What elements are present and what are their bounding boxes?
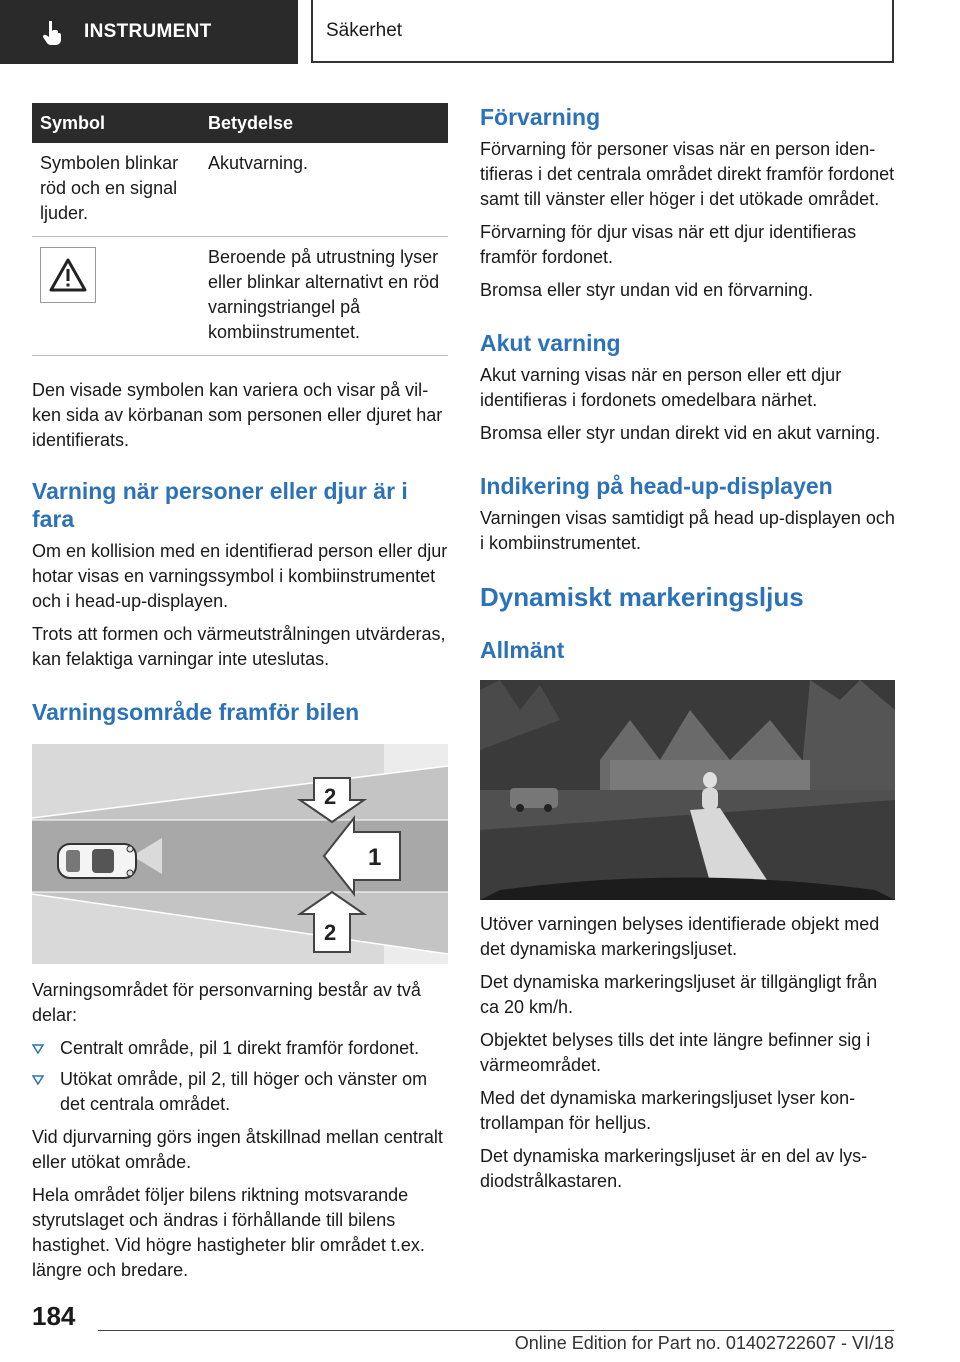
car-icon (58, 844, 136, 878)
night-road-photo (480, 680, 895, 900)
chapter-title-box (311, 0, 894, 63)
paragraph: Bromsa eller styr undan direkt vid en akut varning. (480, 423, 881, 443)
section-tab (0, 0, 298, 64)
paragraph: Det dynamiska markeringsljuset är en del av lysdiodstrålkastaren. (480, 1146, 868, 1191)
left-column (32, 103, 448, 1291)
col-header-symbol: Symbol (32, 103, 200, 143)
heading-warning-area: Varningsområde framför bilen (32, 699, 360, 725)
chapter-title: Säkerhet (326, 19, 403, 41)
heading-general: Allmänt (480, 637, 565, 663)
table-row (32, 143, 448, 237)
paragraph: Den visade symbolen kan variera och visar på vilken sida av körbanan som personen eller djuret har identifierats. (32, 380, 443, 450)
edition-info: Online Edition for Part no. 01402722607 - VI/18 (514, 1333, 894, 1353)
heading-prewarning: Förvarning (480, 104, 601, 130)
list-item-text: Centralt område, pil 1 direkt framför fordonet. (60, 1038, 420, 1058)
paragraph: Varningen visas samtidigt på head up-displayen och i kombiinstrumentet. (480, 508, 895, 553)
table-header-row (32, 103, 448, 143)
table-cell-symbol (32, 237, 200, 356)
heading-danger: Varning när personer eller djur är i fara (32, 478, 408, 532)
triangle-bullet-icon (32, 1044, 44, 1054)
warning-area-diagram (32, 744, 448, 964)
table-cell-meaning: Beroende på utrustning lyser eller blinkar alternativt en röd varningstriangel på kombiinstrumentet. (200, 237, 448, 356)
paragraph: Med det dynamiska markeringsljuset lyser kontrollampan för helljus. (480, 1088, 856, 1133)
pointing-hand-icon (40, 19, 66, 45)
arrow-2-bottom-label: 2 (324, 920, 337, 945)
heading-hud: Indikering på head-up-displayen (480, 473, 833, 499)
arrow-2-top-label: 2 (324, 784, 337, 809)
heading-acute-warning: Akut varning (480, 330, 621, 356)
paragraph: Det dynamiska markeringsljuset är tillgängligt från ca 20 km/h. (480, 972, 878, 1017)
arrow-1-label: 1 (368, 844, 382, 871)
list-item (32, 1067, 448, 1117)
paragraph: Förvarning för personer visas när en person identifieras i det centrala området direkt framför fordonet samt till vänster eller höger i det utökade området. (480, 139, 895, 209)
col-header-meaning: Betydelse (200, 103, 448, 143)
footer-divider (98, 1330, 894, 1331)
right-column (480, 103, 896, 1202)
heading-dynamic-light: Dynamiskt markeringsljus (480, 582, 804, 612)
bullet-list (32, 1036, 448, 1117)
warning-triangle-icon (49, 258, 87, 292)
list-item-text: Utökat område, pil 2, till höger och vänster om det centrala området. (60, 1069, 428, 1114)
section-title: INSTRUMENT (84, 21, 212, 42)
paragraph: Trots att formen och värmeutstrålningen utvärderas, kan felaktiga varningar inte uteslutas. (32, 624, 446, 669)
table-cell-symbol: Symbolen blinkar röd och en signal ljuder. (32, 143, 200, 237)
page-number: 184 (32, 1301, 76, 1331)
list-item (32, 1036, 448, 1061)
paragraph: Förvarning för djur visas när ett djur identifieras framför fordonet. (480, 222, 857, 267)
paragraph: Bromsa eller styr undan vid en förvarning. (480, 280, 814, 300)
paragraph: Akut varning visas när en person eller ett djur identifieras i fordonets omedelbara närhet. (480, 365, 842, 410)
symbol-table (32, 103, 448, 356)
triangle-bullet-icon (32, 1075, 44, 1085)
paragraph: Hela området följer bilens riktning motsvarande styrutslaget och ändras i förhållande till bilens hastighet. Vid högre hastigheter blir området t.ex. längre och bredare. (32, 1185, 425, 1280)
paragraph: Om en kollision med en identifierad person eller djur hotar visas en varningssymbol i kombiinstrumentet och i head-up-displayen. (32, 541, 448, 611)
warning-symbol-box (40, 247, 96, 303)
paragraph: Varningsområdet för personvarning består av två delar: (32, 980, 421, 1025)
table-cell-meaning: Akutvarning. (200, 143, 448, 237)
paragraph: Utöver varningen belyses identifierade objekt med det dynamiska markeringsljuset. (480, 914, 880, 959)
paragraph: Vid djurvarning görs ingen åtskillnad mellan centralt eller utökat område. (32, 1127, 443, 1172)
paragraph: Objektet belyses tills det inte längre befinner sig i värmeområdet. (480, 1030, 871, 1075)
table-row (32, 237, 448, 356)
